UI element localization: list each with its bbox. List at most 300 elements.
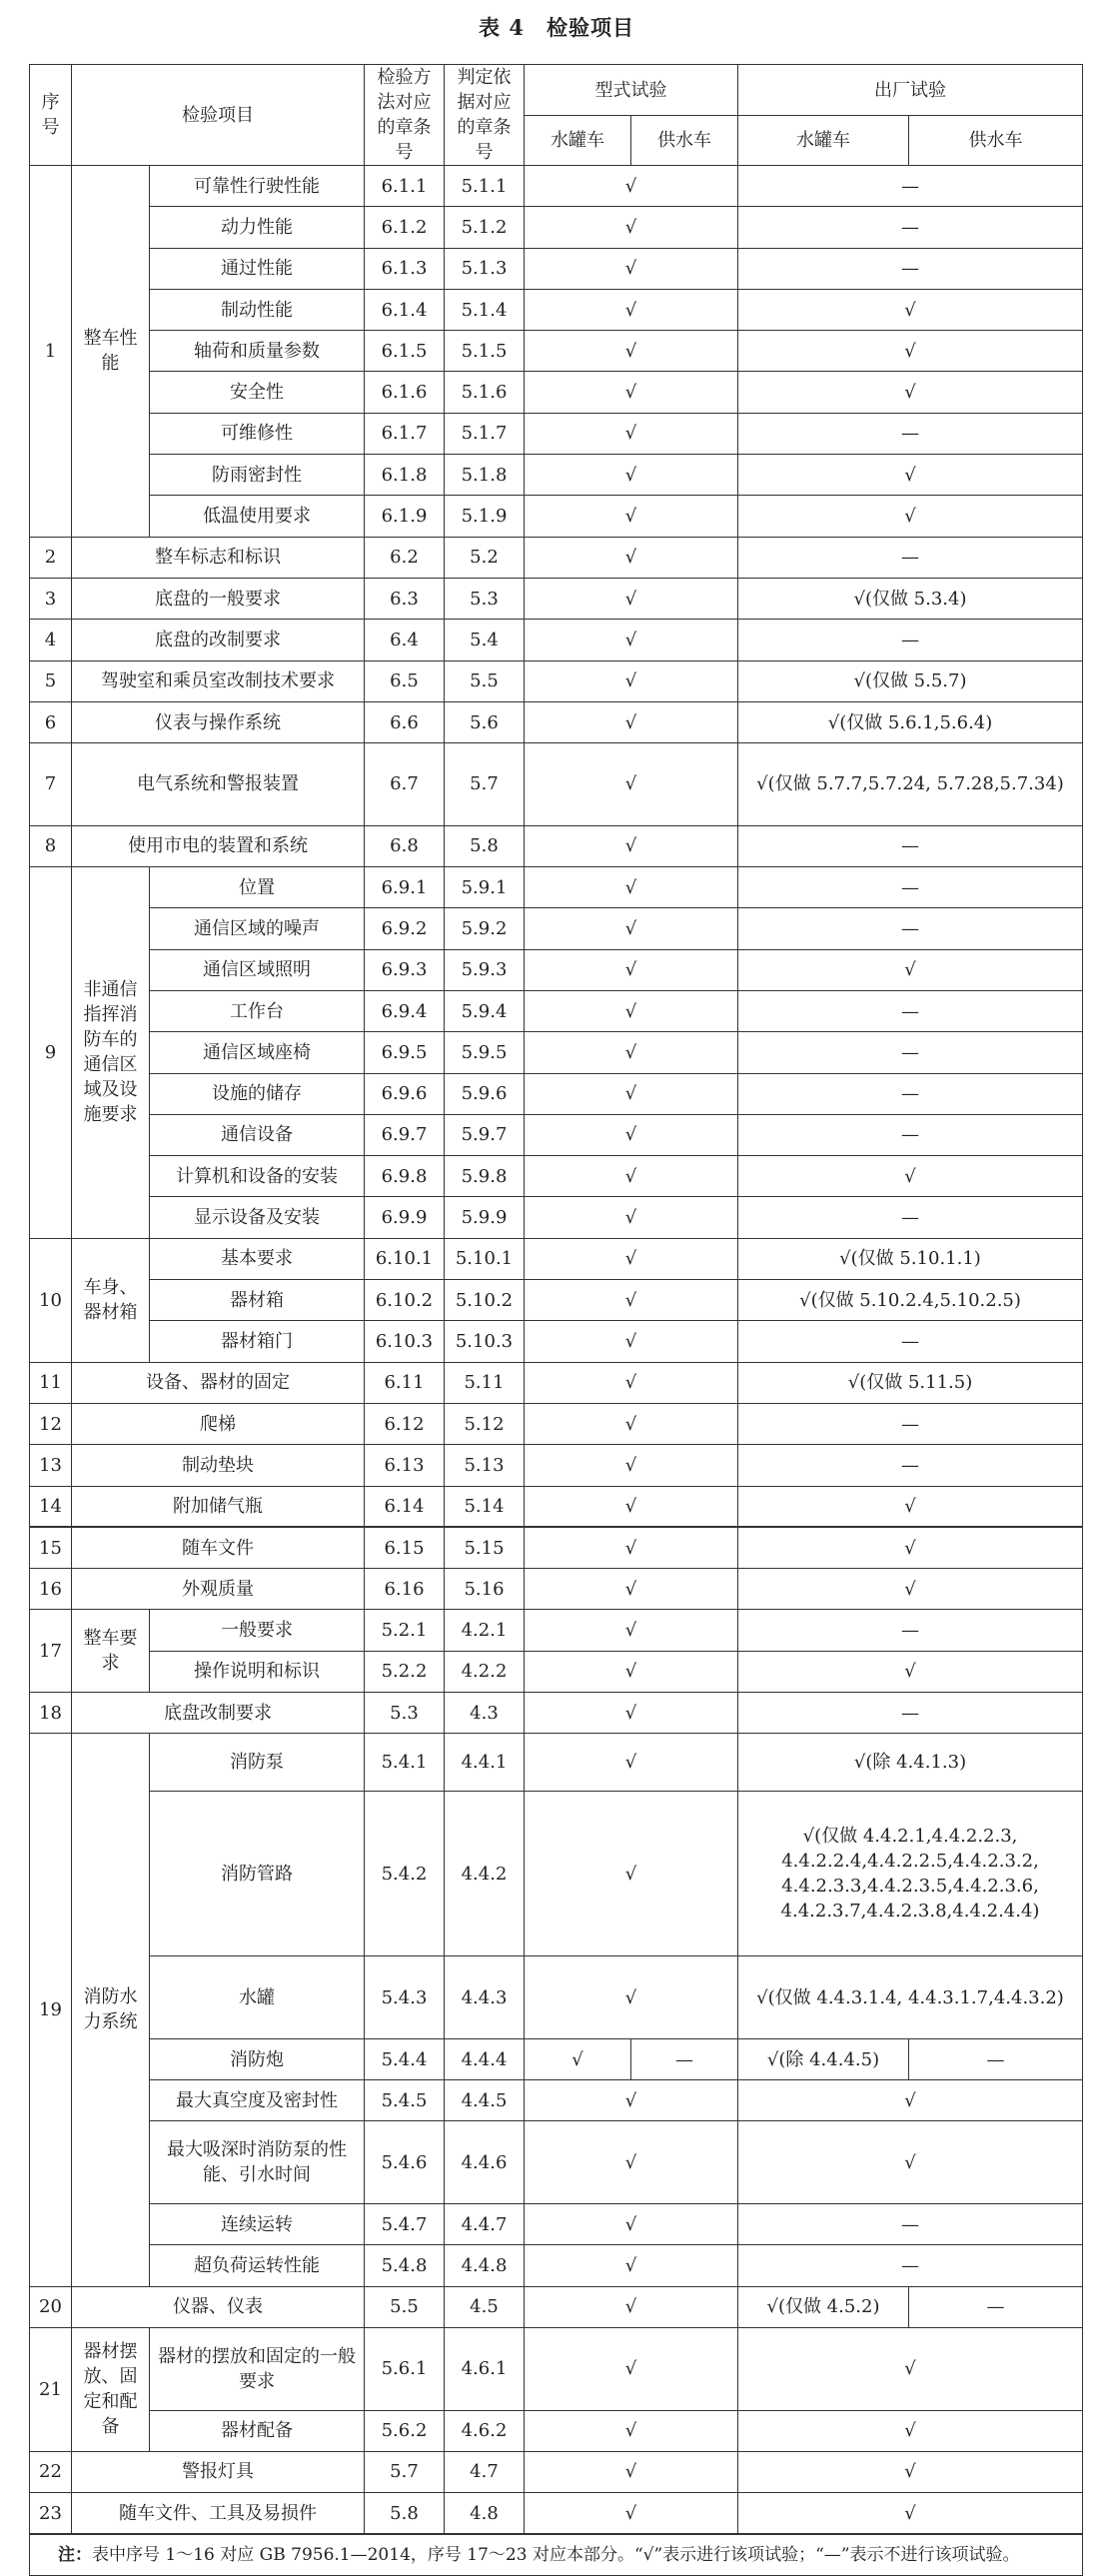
table-row xyxy=(30,1569,1083,1610)
factory-test-mark: — xyxy=(738,1403,1083,1444)
basis-clause: 4.8 xyxy=(445,2493,525,2534)
method-clause: 6.9.3 xyxy=(365,949,445,990)
table-row xyxy=(30,496,1083,537)
factory-test-mark: — xyxy=(738,1692,1083,1733)
method-clause: 6.8 xyxy=(365,825,445,866)
factory-test-mark: √ xyxy=(738,2410,1083,2451)
item-name: 超负荷运转性能 xyxy=(150,2245,365,2286)
method-clause: 5.6.2 xyxy=(365,2410,445,2451)
basis-clause: 5.1.1 xyxy=(445,166,525,207)
type-test-mark: √ xyxy=(525,1956,738,2039)
item-name: 仪器、仪表 xyxy=(72,2286,365,2327)
basis-clause: 4.2.2 xyxy=(445,1651,525,1692)
table-row xyxy=(30,1610,1083,1651)
basis-clause: 5.12 xyxy=(445,1403,525,1444)
factory-test-mark: — xyxy=(738,1114,1083,1155)
table-row xyxy=(30,1486,1083,1527)
table-row xyxy=(30,537,1083,578)
basis-clause: 4.4.1 xyxy=(445,1734,525,1792)
method-clause: 6.10.1 xyxy=(365,1238,445,1279)
row-number: 3 xyxy=(30,578,72,619)
basis-clause: 5.11 xyxy=(445,1362,525,1403)
type-test-mark: √ xyxy=(525,1610,738,1651)
method-clause: 5.4.3 xyxy=(365,1956,445,2039)
item-name: 器材的摆放和固定的一般要求 xyxy=(150,2327,365,2410)
table-row xyxy=(30,1956,1083,2039)
table-row xyxy=(30,1692,1083,1733)
type-test-mark: √ xyxy=(525,1692,738,1733)
table-row xyxy=(30,2080,1083,2121)
basis-clause: 4.4.7 xyxy=(445,2204,525,2245)
method-clause: 6.9.8 xyxy=(365,1156,445,1197)
method-clause: 6.6 xyxy=(365,701,445,742)
table-row xyxy=(30,949,1083,990)
item-name: 器材箱门 xyxy=(150,1321,365,1362)
item-name: 制动垫块 xyxy=(72,1445,365,1486)
basis-clause: 5.15 xyxy=(445,1527,525,1568)
factory-test-mark: √ xyxy=(738,372,1083,413)
item-name: 可维修性 xyxy=(150,413,365,454)
basis-clause: 5.6 xyxy=(445,701,525,742)
item-name: 连续运转 xyxy=(150,2204,365,2245)
item-name: 制动性能 xyxy=(150,289,365,330)
method-clause: 6.1.4 xyxy=(365,289,445,330)
header-factory-supply: 供水车 xyxy=(909,116,1083,166)
table-row xyxy=(30,660,1083,701)
basis-clause: 5.16 xyxy=(445,1569,525,1610)
table-row xyxy=(30,207,1083,248)
row-number: 1 xyxy=(30,166,72,538)
item-name: 基本要求 xyxy=(150,1238,365,1279)
basis-clause: 4.2.1 xyxy=(445,1610,525,1651)
item-name: 底盘的一般要求 xyxy=(72,578,365,619)
type-test-mark: √ xyxy=(525,166,738,207)
method-clause: 6.1.9 xyxy=(365,496,445,537)
method-clause: 6.11 xyxy=(365,1362,445,1403)
table-row xyxy=(30,701,1083,742)
type-test-mark: √ xyxy=(525,1445,738,1486)
factory-test-mark: — xyxy=(738,1445,1083,1486)
row-number: 6 xyxy=(30,701,72,742)
row-number: 10 xyxy=(30,1238,72,1362)
item-name: 一般要求 xyxy=(150,1610,365,1651)
row-number: 9 xyxy=(30,867,72,1239)
row-number: 4 xyxy=(30,620,72,660)
item-name: 消防管路 xyxy=(150,1792,365,1956)
method-clause: 5.2.1 xyxy=(365,1610,445,1651)
table-row xyxy=(30,1280,1083,1321)
type-test-mark: √ xyxy=(525,2286,738,2327)
factory-test-mark: √(仅做 5.11.5) xyxy=(738,1362,1083,1403)
row-number: 5 xyxy=(30,660,72,701)
basis-clause: 4.6.1 xyxy=(445,2327,525,2410)
row-number: 18 xyxy=(30,1692,72,1733)
type-test-mark: √ xyxy=(525,413,738,454)
item-name: 水罐 xyxy=(150,1956,365,2039)
item-name: 爬梯 xyxy=(72,1403,365,1444)
type-test-mark: √ xyxy=(525,990,738,1031)
type-test-mark: √ xyxy=(525,1792,738,1956)
basis-clause: 5.14 xyxy=(445,1486,525,1527)
basis-clause: 4.4.2 xyxy=(445,1792,525,1956)
method-clause: 5.4.2 xyxy=(365,1792,445,1956)
basis-clause: 5.8 xyxy=(445,825,525,866)
row-number: 15 xyxy=(30,1527,72,1568)
table-row xyxy=(30,1403,1083,1444)
table-row xyxy=(30,455,1083,496)
table-row xyxy=(30,166,1083,207)
note-text: 表中序号 1～16 对应 GB 7956.1—2014，序号 17～23 对应本部分。“√”表示进行该项试验；“—”表示不进行该项试验。 xyxy=(92,2544,1020,2565)
group-label: 车身、器材箱 xyxy=(72,1238,150,1362)
method-clause: 6.9.1 xyxy=(365,867,445,908)
basis-clause: 4.6.2 xyxy=(445,2410,525,2451)
factory-test-mark: — xyxy=(738,908,1083,949)
table-row xyxy=(30,1734,1083,1792)
table-row xyxy=(30,2327,1083,2410)
basis-clause: 5.9.8 xyxy=(445,1156,525,1197)
method-clause: 6.3 xyxy=(365,578,445,619)
header-factory-tanker: 水罐车 xyxy=(738,116,909,166)
item-name: 底盘改制要求 xyxy=(72,1692,365,1733)
type-test-mark: √ xyxy=(525,743,738,826)
note-label: 注： xyxy=(58,2544,92,2565)
table-row xyxy=(30,2038,1083,2079)
table-row xyxy=(30,2245,1083,2286)
method-clause: 6.9.5 xyxy=(365,1032,445,1073)
row-number: 23 xyxy=(30,2493,72,2534)
table-row xyxy=(30,990,1083,1031)
method-clause: 6.12 xyxy=(365,1403,445,1444)
type-test-mark: √ xyxy=(525,1073,738,1114)
item-name: 低温使用要求 xyxy=(150,496,365,537)
method-clause: 5.4.8 xyxy=(365,2245,445,2286)
method-clause: 6.5 xyxy=(365,660,445,701)
factory-test-mark: √(仅做 5.10.2.4,5.10.2.5) xyxy=(738,1280,1083,1321)
table-row xyxy=(30,908,1083,949)
header-no: 序号 xyxy=(30,65,72,166)
type-test-mark: √ xyxy=(525,2080,738,2121)
type-test-mark: √ xyxy=(525,660,738,701)
type-test-mark: √ xyxy=(525,1114,738,1155)
table-row xyxy=(30,2451,1083,2492)
basis-clause: 5.1.7 xyxy=(445,413,525,454)
type-test-mark: √ xyxy=(525,2493,738,2534)
table-row xyxy=(30,2286,1083,2327)
method-clause: 6.9.9 xyxy=(365,1197,445,1238)
header-item: 检验项目 xyxy=(72,65,365,166)
factory-test-mark: √ xyxy=(738,2327,1083,2410)
row-number: 13 xyxy=(30,1445,72,1486)
basis-clause: 5.3 xyxy=(445,578,525,619)
method-clause: 6.9.6 xyxy=(365,1073,445,1114)
table-row xyxy=(30,1197,1083,1238)
basis-clause: 5.13 xyxy=(445,1445,525,1486)
method-clause: 5.8 xyxy=(365,2493,445,2534)
factory-test-mark: — xyxy=(738,413,1083,454)
basis-clause: 4.7 xyxy=(445,2451,525,2492)
type-test-mark: √ xyxy=(525,1032,738,1073)
table-row xyxy=(30,1362,1083,1403)
factory-test-mark: √ xyxy=(738,2493,1083,2534)
factory-test-mark: √(仅做 5.7.7,5.7.24, 5.7.28,5.7.34) xyxy=(738,743,1083,826)
factory-test-tanker: √(仅做 4.5.2) xyxy=(738,2286,909,2327)
header-type-test: 型式试验 xyxy=(525,65,738,116)
table-row xyxy=(30,1792,1083,1956)
factory-test-mark: √(仅做 5.6.1,5.6.4) xyxy=(738,701,1083,742)
type-test-supply: — xyxy=(631,2038,738,2079)
method-clause: 5.2.2 xyxy=(365,1651,445,1692)
row-number: 21 xyxy=(30,2327,72,2451)
type-test-mark: √ xyxy=(525,1156,738,1197)
row-number: 8 xyxy=(30,825,72,866)
item-name: 底盘的改制要求 xyxy=(72,620,365,660)
item-name: 驾驶室和乘员室改制技术要求 xyxy=(72,660,365,701)
table-row xyxy=(30,1321,1083,1362)
basis-clause: 5.9.6 xyxy=(445,1073,525,1114)
item-name: 设备、器材的固定 xyxy=(72,1362,365,1403)
type-test-mark: √ xyxy=(525,908,738,949)
item-name: 设施的储存 xyxy=(150,1073,365,1114)
factory-test-mark: — xyxy=(738,2204,1083,2245)
basis-clause: 5.10.2 xyxy=(445,1280,525,1321)
row-number: 20 xyxy=(30,2286,72,2327)
type-test-mark: √ xyxy=(525,825,738,866)
item-name: 通信设备 xyxy=(150,1114,365,1155)
method-clause: 6.1.6 xyxy=(365,372,445,413)
type-test-mark: √ xyxy=(525,1403,738,1444)
factory-test-mark: — xyxy=(738,2245,1083,2286)
factory-test-mark: √ xyxy=(738,1569,1083,1610)
method-clause: 6.9.4 xyxy=(365,990,445,1031)
method-clause: 5.4.7 xyxy=(365,2204,445,2245)
basis-clause: 5.9.3 xyxy=(445,949,525,990)
row-number: 17 xyxy=(30,1610,72,1693)
table-note xyxy=(30,2534,1083,2576)
inspection-table xyxy=(29,64,1083,2576)
method-clause: 5.4.5 xyxy=(365,2080,445,2121)
item-name: 防雨密封性 xyxy=(150,455,365,496)
item-name: 通信区域照明 xyxy=(150,949,365,990)
type-test-mark: √ xyxy=(525,1527,738,1568)
item-name: 随车文件 xyxy=(72,1527,365,1568)
factory-test-mark: √ xyxy=(738,455,1083,496)
method-clause: 5.4.4 xyxy=(365,2038,445,2079)
item-name: 外观质量 xyxy=(72,1569,365,1610)
header-method: 检验方法对应的章条号 xyxy=(365,65,445,166)
table-row xyxy=(30,2204,1083,2245)
factory-test-mark: √ xyxy=(738,2451,1083,2492)
method-clause: 5.7 xyxy=(365,2451,445,2492)
type-test-mark: √ xyxy=(525,537,738,578)
row-number: 16 xyxy=(30,1569,72,1610)
header-factory-test: 出厂试验 xyxy=(738,65,1083,116)
type-test-mark: √ xyxy=(525,578,738,619)
basis-clause: 5.5 xyxy=(445,660,525,701)
row-number: 19 xyxy=(30,1734,72,2286)
group-label: 整车要求 xyxy=(72,1610,150,1693)
method-clause: 6.10.2 xyxy=(365,1280,445,1321)
basis-clause: 5.2 xyxy=(445,537,525,578)
table-row xyxy=(30,2410,1083,2451)
table-row xyxy=(30,1032,1083,1073)
type-test-mark: √ xyxy=(525,248,738,289)
method-clause: 6.1.1 xyxy=(365,166,445,207)
row-number: 14 xyxy=(30,1486,72,1527)
table-row xyxy=(30,743,1083,826)
type-test-mark: √ xyxy=(525,2121,738,2204)
factory-test-mark: √ xyxy=(738,1486,1083,1527)
type-test-mark: √ xyxy=(525,1362,738,1403)
factory-test-mark: √ xyxy=(738,2121,1083,2204)
factory-test-mark: √ xyxy=(738,1156,1083,1197)
basis-clause: 5.10.1 xyxy=(445,1238,525,1279)
basis-clause: 5.1.8 xyxy=(445,455,525,496)
item-name: 器材配备 xyxy=(150,2410,365,2451)
basis-clause: 5.1.9 xyxy=(445,496,525,537)
group-label: 器材摆放、固定和配备 xyxy=(72,2327,150,2451)
type-test-mark: √ xyxy=(525,207,738,248)
item-name: 使用市电的装置和系统 xyxy=(72,825,365,866)
type-test-mark: √ xyxy=(525,1486,738,1527)
basis-clause: 4.4.3 xyxy=(445,1956,525,2039)
factory-test-mark: √ xyxy=(738,2080,1083,2121)
method-clause: 6.7 xyxy=(365,743,445,826)
factory-test-mark: — xyxy=(738,166,1083,207)
basis-clause: 5.1.5 xyxy=(445,331,525,372)
group-label: 非通信指挥消防车的通信区域及设施要求 xyxy=(72,867,150,1239)
item-name: 整车标志和标识 xyxy=(72,537,365,578)
factory-test-mark: √ xyxy=(738,289,1083,330)
table-title: 表 4 检验项目 xyxy=(479,15,634,40)
type-test-mark: √ xyxy=(525,289,738,330)
table-row xyxy=(30,578,1083,619)
method-clause: 6.16 xyxy=(365,1569,445,1610)
table-row xyxy=(30,620,1083,660)
basis-clause: 5.1.4 xyxy=(445,289,525,330)
table-row xyxy=(30,372,1083,413)
row-number: 11 xyxy=(30,1362,72,1403)
group-label: 消防水力系统 xyxy=(72,1734,150,2286)
factory-test-mark: √(除 4.4.1.3) xyxy=(738,1734,1083,1792)
table-row xyxy=(30,248,1083,289)
basis-clause: 4.4.8 xyxy=(445,2245,525,2286)
factory-test-mark: — xyxy=(738,1197,1083,1238)
type-test-mark: √ xyxy=(525,2327,738,2410)
basis-clause: 5.9.7 xyxy=(445,1114,525,1155)
basis-clause: 4.4.5 xyxy=(445,2080,525,2121)
factory-test-mark: — xyxy=(738,248,1083,289)
type-test-mark: √ xyxy=(525,1238,738,1279)
basis-clause: 5.1.3 xyxy=(445,248,525,289)
item-name: 动力性能 xyxy=(150,207,365,248)
row-number: 2 xyxy=(30,537,72,578)
header-type-supply: 供水车 xyxy=(631,116,738,166)
type-test-tanker: √ xyxy=(525,2038,631,2079)
type-test-mark: √ xyxy=(525,2451,738,2492)
type-test-mark: √ xyxy=(525,620,738,660)
table-row xyxy=(30,2121,1083,2204)
item-name: 显示设备及安装 xyxy=(150,1197,365,1238)
method-clause: 5.3 xyxy=(365,1692,445,1733)
basis-clause: 5.9.1 xyxy=(445,867,525,908)
method-clause: 6.13 xyxy=(365,1445,445,1486)
basis-clause: 4.5 xyxy=(445,2286,525,2327)
header-type-tanker: 水罐车 xyxy=(525,116,631,166)
factory-test-supply: — xyxy=(909,2286,1083,2327)
item-name: 通信区域座椅 xyxy=(150,1032,365,1073)
item-name: 随车文件、工具及易损件 xyxy=(72,2493,365,2534)
type-test-mark: √ xyxy=(525,2204,738,2245)
method-clause: 6.2 xyxy=(365,537,445,578)
type-test-mark: √ xyxy=(525,1280,738,1321)
item-name: 消防泵 xyxy=(150,1734,365,1792)
factory-test-supply: — xyxy=(909,2038,1083,2079)
item-name: 警报灯具 xyxy=(72,2451,365,2492)
method-clause: 6.4 xyxy=(365,620,445,660)
basis-clause: 5.10.3 xyxy=(445,1321,525,1362)
table-row xyxy=(30,825,1083,866)
factory-test-mark: √(仅做 4.4.2.1,4.4.2.2.3, 4.4.2.2.4,4.4.2.2.5,4.4.2.3.2, 4.4.2.3.3,4.4.2.3.5,4.4.2.3.6, 4.4.2.3.7,4.4.2.3.8,4.4.2.4.4) xyxy=(738,1792,1083,1956)
item-name: 通过性能 xyxy=(150,248,365,289)
factory-test-mark: — xyxy=(738,1321,1083,1362)
item-name: 可靠性行驶性能 xyxy=(150,166,365,207)
method-clause: 6.9.2 xyxy=(365,908,445,949)
item-name: 计算机和设备的安装 xyxy=(150,1156,365,1197)
item-name: 电气系统和警报装置 xyxy=(72,743,365,826)
factory-test-mark: — xyxy=(738,207,1083,248)
table-row xyxy=(30,1238,1083,1279)
basis-clause: 5.7 xyxy=(445,743,525,826)
type-test-mark: √ xyxy=(525,1651,738,1692)
item-name: 附加储气瓶 xyxy=(72,1486,365,1527)
factory-test-mark: — xyxy=(738,1073,1083,1114)
note-row xyxy=(30,2534,1083,2576)
factory-test-mark: — xyxy=(738,990,1083,1031)
type-test-mark: √ xyxy=(525,1734,738,1792)
type-test-mark: √ xyxy=(525,455,738,496)
type-test-mark: √ xyxy=(525,1321,738,1362)
factory-test-mark: √ xyxy=(738,1651,1083,1692)
method-clause: 6.1.5 xyxy=(365,331,445,372)
factory-test-mark: √ xyxy=(738,496,1083,537)
factory-test-mark: √ xyxy=(738,1527,1083,1568)
basis-clause: 5.9.5 xyxy=(445,1032,525,1073)
basis-clause: 5.9.9 xyxy=(445,1197,525,1238)
item-name: 通信区域的噪声 xyxy=(150,908,365,949)
method-clause: 5.5 xyxy=(365,2286,445,2327)
type-test-mark: √ xyxy=(525,867,738,908)
method-clause: 5.6.1 xyxy=(365,2327,445,2410)
basis-clause: 4.4.6 xyxy=(445,2121,525,2204)
table-row xyxy=(30,1156,1083,1197)
method-clause: 6.9.7 xyxy=(365,1114,445,1155)
factory-test-mark: √(仅做 5.3.4) xyxy=(738,578,1083,619)
method-clause: 6.1.3 xyxy=(365,248,445,289)
method-clause: 6.15 xyxy=(365,1527,445,1568)
method-clause: 6.1.8 xyxy=(365,455,445,496)
table-row xyxy=(30,1527,1083,1568)
method-clause: 6.14 xyxy=(365,1486,445,1527)
factory-test-mark: √(仅做 4.4.3.1.4, 4.4.3.1.7,4.4.3.2) xyxy=(738,1956,1083,2039)
item-name: 最大真空度及密封性 xyxy=(150,2080,365,2121)
item-name: 工作台 xyxy=(150,990,365,1031)
method-clause: 6.1.2 xyxy=(365,207,445,248)
basis-clause: 5.4 xyxy=(445,620,525,660)
table-row xyxy=(30,289,1083,330)
item-name: 仪表与操作系统 xyxy=(72,701,365,742)
type-test-mark: √ xyxy=(525,2245,738,2286)
item-name: 消防炮 xyxy=(150,2038,365,2079)
